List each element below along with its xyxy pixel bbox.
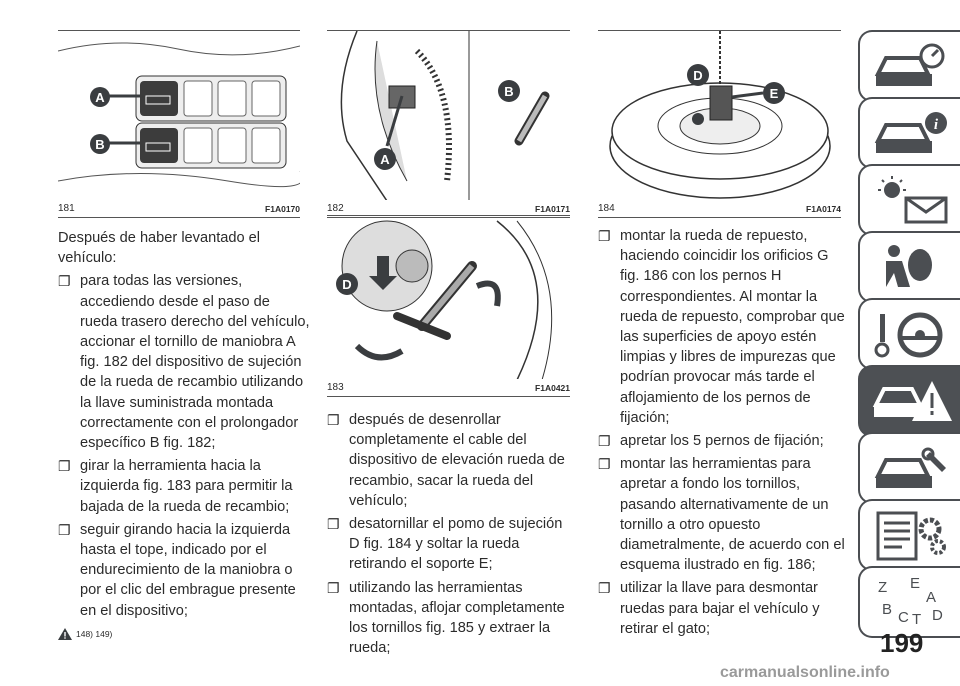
checkbox-bullet-icon: ❐ (598, 433, 611, 450)
list-item-text: girar la herramienta hacia la izquierda fig. 183 para permitir la bajada de la rueda de recambio; (80, 458, 293, 515)
list-item (58, 520, 310, 621)
figure-181-caption (58, 200, 300, 218)
checkbox-bullet-icon: ❐ (598, 228, 611, 244)
figure-181-illustration (58, 31, 300, 200)
figure-182-illustration (327, 31, 570, 200)
list-item-text: montar la rueda de repuesto, haciendo coincidir los orificios G fig. 186 con los pernos H correspondientes. Al montar la rueda de repuesto, comprobar que las superficies de apoyo estén limpias y libres de impurezas que podrían provocar más tarde el aflojamiento de los pernos de fijación; (620, 228, 845, 426)
airbag-seat-icon (872, 241, 952, 295)
watermark: carmanualsonline.info (720, 664, 890, 681)
figure-code: F1A0171 (535, 203, 570, 214)
intro-paragraph: Después de haber levantado el vehículo: (58, 230, 261, 267)
checkbox-bullet-icon: ❐ (598, 580, 611, 597)
list-item-text: desatornillar el pomo de sujeción D fig. 184 y soltar la rueda retirando el soporte E; (349, 516, 563, 573)
checkbox-bullet-icon: ❐ (58, 458, 71, 475)
steering-wheel-icon (872, 308, 952, 362)
warning-refs-text: 148) 149) (76, 628, 113, 639)
technical-data-icon (872, 509, 952, 563)
column-2 (327, 410, 575, 661)
warning-lights-message-icon (872, 174, 952, 228)
index-letter: D (932, 607, 943, 624)
index-letter: B (882, 601, 893, 618)
checkbox-bullet-icon: ❐ (598, 456, 611, 473)
page-number: 199 (880, 628, 924, 658)
wheel-arch-tool-drawing (327, 31, 570, 200)
callout-b: B (504, 84, 514, 99)
figure-number: 181 (58, 203, 75, 214)
figure-184-illustration (598, 31, 841, 200)
index-letter: E (910, 576, 921, 592)
index-letter: C (898, 609, 909, 626)
list-item-text: apretar los 5 pernos de fijación; (620, 433, 824, 450)
list-item-text: utilizar la llave para desmontar ruedas para bajar el vehículo y retirar el gato; (620, 580, 820, 637)
tab-technical-data[interactable] (858, 499, 960, 571)
list-item (598, 454, 850, 575)
tab-car-info[interactable] (858, 97, 960, 169)
figure-code: F1A0421 (535, 382, 570, 393)
column-3 (598, 226, 850, 642)
checkbox-bullet-icon: ❐ (327, 579, 340, 596)
callout-d: D (693, 68, 703, 83)
list-item-text: montar las herramientas para apretar a fondo los tornillos, pasando alternativamente de un tornillo a otro opuesto diametralmente, de acuerdo con el esquema ilustrado en fig. 186; (620, 456, 845, 574)
alphabetical-index-icon (872, 576, 952, 630)
checkbox-bullet-icon: ❐ (58, 273, 71, 290)
checkbox-bullet-icon: ❐ (327, 412, 340, 428)
tab-car-dashboard[interactable] (858, 30, 960, 102)
figure-code: F1A0170 (265, 203, 300, 214)
list-item-text: utilizando las herramientas montadas, aflojar completamente los tornillos fig. 185 y extraer la rueda; (349, 579, 565, 657)
column-1 (58, 228, 310, 644)
figure-184-caption (598, 200, 841, 218)
list-item (58, 456, 310, 517)
list-item (327, 514, 575, 575)
car-maintenance-icon (872, 442, 952, 496)
list-item (327, 410, 575, 511)
index-letter: Z (878, 579, 888, 596)
list-item-text: seguir girando hacia la izquierda hasta el tope, indicado por el endurecimiento de la maniobra o por el clic del embrague presente en el dispositivo; (80, 521, 296, 619)
tab-servicing-care[interactable] (858, 432, 960, 504)
figure-182 (327, 30, 570, 218)
warning-triangle-icon (58, 628, 72, 640)
figure-number: 184 (598, 203, 615, 214)
car-info-icon (872, 107, 952, 161)
callout-d: D (342, 277, 352, 292)
list-item (598, 431, 850, 451)
figure-183 (327, 215, 570, 397)
figure-number: 183 (327, 382, 344, 393)
list-item (598, 226, 850, 428)
list-item (58, 271, 310, 453)
spare-wheel-lowering-drawing (327, 216, 570, 379)
figure-183-caption (327, 379, 570, 397)
figure-181 (58, 30, 300, 218)
checkbox-bullet-icon: ❐ (58, 521, 71, 538)
car-dashboard-icon (872, 40, 952, 94)
list-item (598, 578, 850, 639)
switch-panel-drawing (58, 31, 300, 200)
figure-number: 182 (327, 203, 344, 214)
tab-safety[interactable] (858, 231, 960, 303)
spare-wheel-support-drawing (598, 31, 841, 200)
checkbox-bullet-icon: ❐ (327, 516, 340, 533)
index-letter: A (926, 589, 937, 606)
figure-183-illustration (327, 216, 570, 379)
tab-in-an-emergency[interactable] (858, 365, 960, 437)
svg-text:i: i (933, 117, 939, 133)
list-item-text: para todas las versiones, accediendo desde el paso de rueda trasero derecho del vehículo, accionar el tornillo de maniobra A fig. 182 del dispositivo de sujeción de la rueda de recambio utilizando la llave suministrada montada correctamente con el prolongador específico B fig. 182; (80, 273, 310, 452)
tab-starting-driving[interactable] (858, 298, 960, 370)
list-item-text: después de desenrollar completamente el cable del dispositivo de elevación rueda de recambio, sacar la rueda del vehículo; (349, 412, 565, 509)
index-letter: T (912, 611, 922, 628)
car-breakdown-icon (872, 375, 952, 429)
callout-a: A (95, 90, 105, 105)
tab-warning-lights-messages[interactable] (858, 164, 960, 236)
figure-184 (598, 30, 841, 218)
warning-reference (58, 624, 310, 644)
figure-code: F1A0174 (806, 203, 841, 214)
callout-b: B (95, 137, 105, 152)
callout-e: E (769, 86, 779, 101)
callout-a: A (380, 152, 390, 167)
list-item (327, 578, 575, 659)
